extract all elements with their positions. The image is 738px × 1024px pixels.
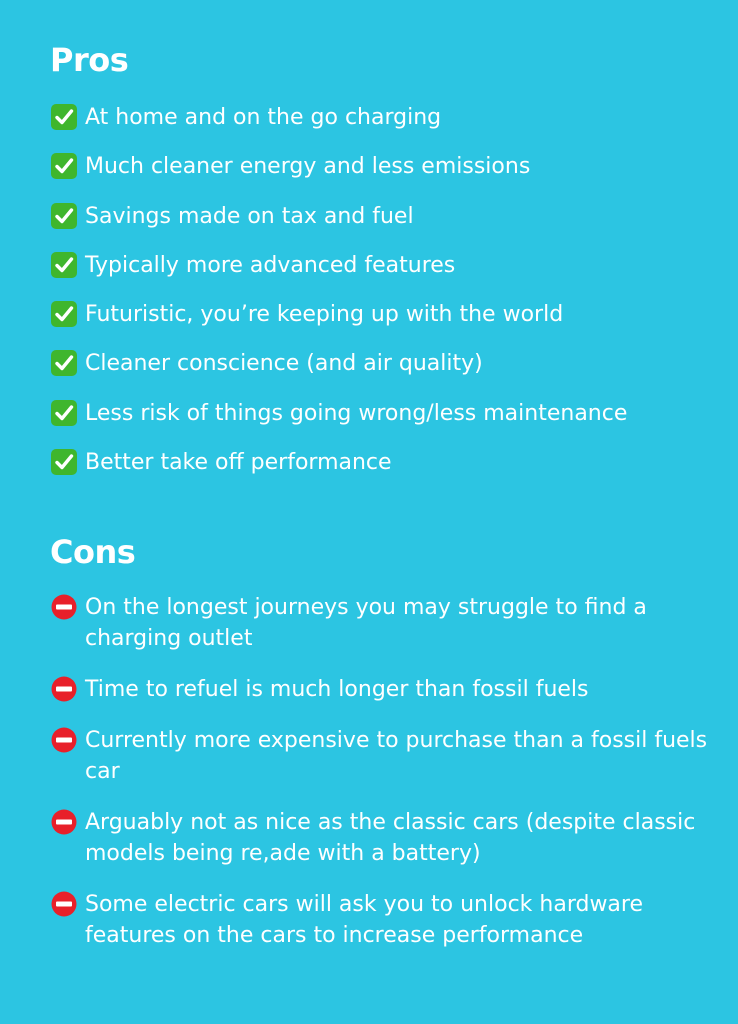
pros-list-item bbox=[50, 447, 708, 496]
pros-list-item bbox=[50, 201, 708, 250]
pros-item-text: Typically more advanced features bbox=[85, 252, 456, 278]
cons-heading: Cons bbox=[50, 533, 136, 571]
no-entry-icon bbox=[50, 675, 78, 703]
pros-list-item bbox=[50, 102, 708, 151]
check-mark-button-icon bbox=[50, 103, 78, 131]
pros-item-text: Savings made on tax and fuel bbox=[85, 203, 414, 229]
pros-heading: Pros bbox=[50, 41, 129, 79]
pros-list-item bbox=[50, 151, 708, 200]
cons-item-text: Currently more expensive to purchase than a fossil fuels car bbox=[85, 728, 708, 784]
pros-item-text: Better take off performance bbox=[85, 450, 392, 476]
cons-item-text: Some electric cars will ask you to unlock hardware features on the cars to increase performance bbox=[85, 892, 644, 948]
pros-item-text: Much cleaner energy and less emissions bbox=[85, 154, 531, 180]
pros-list-item bbox=[50, 398, 708, 447]
no-entry-icon bbox=[50, 726, 78, 754]
no-entry-icon bbox=[50, 808, 78, 836]
pros-item-text: Cleaner conscience (and air quality) bbox=[85, 351, 483, 377]
no-entry-icon bbox=[50, 890, 78, 918]
check-mark-button-icon bbox=[50, 448, 78, 476]
check-mark-button-icon bbox=[50, 251, 78, 279]
pros-section bbox=[50, 40, 708, 496]
cons-list-item bbox=[50, 889, 708, 951]
check-mark-button-icon bbox=[50, 300, 78, 328]
cons-list-item bbox=[50, 592, 708, 654]
no-entry-icon bbox=[50, 593, 78, 621]
check-mark-button-icon bbox=[50, 349, 78, 377]
pros-list-item bbox=[50, 250, 708, 299]
check-mark-button-icon bbox=[50, 152, 78, 180]
cons-section bbox=[50, 532, 708, 971]
cons-list-item bbox=[50, 674, 708, 705]
cons-list-item bbox=[50, 807, 708, 869]
cons-list bbox=[50, 592, 708, 951]
pros-item-text: At home and on the go charging bbox=[85, 105, 442, 130]
check-mark-button-icon bbox=[50, 399, 78, 427]
cons-item-text: Time to refuel is much longer than fossil fuels bbox=[85, 677, 589, 702]
cons-item-text: On the longest journeys you may struggle to find a charging outlet bbox=[85, 595, 647, 651]
pros-item-text: Less risk of things going wrong/less maintenance bbox=[85, 400, 628, 426]
pros-list bbox=[50, 102, 708, 496]
pros-item-text: Futuristic, you’re keeping up with the world bbox=[85, 302, 564, 328]
cons-item-text: Arguably not as nice as the classic cars (despite classic models being re,ade with a battery) bbox=[85, 810, 696, 866]
pros-list-item bbox=[50, 299, 708, 348]
check-mark-button-icon bbox=[50, 202, 78, 230]
cons-list-item bbox=[50, 725, 708, 787]
pros-list-item bbox=[50, 348, 708, 397]
